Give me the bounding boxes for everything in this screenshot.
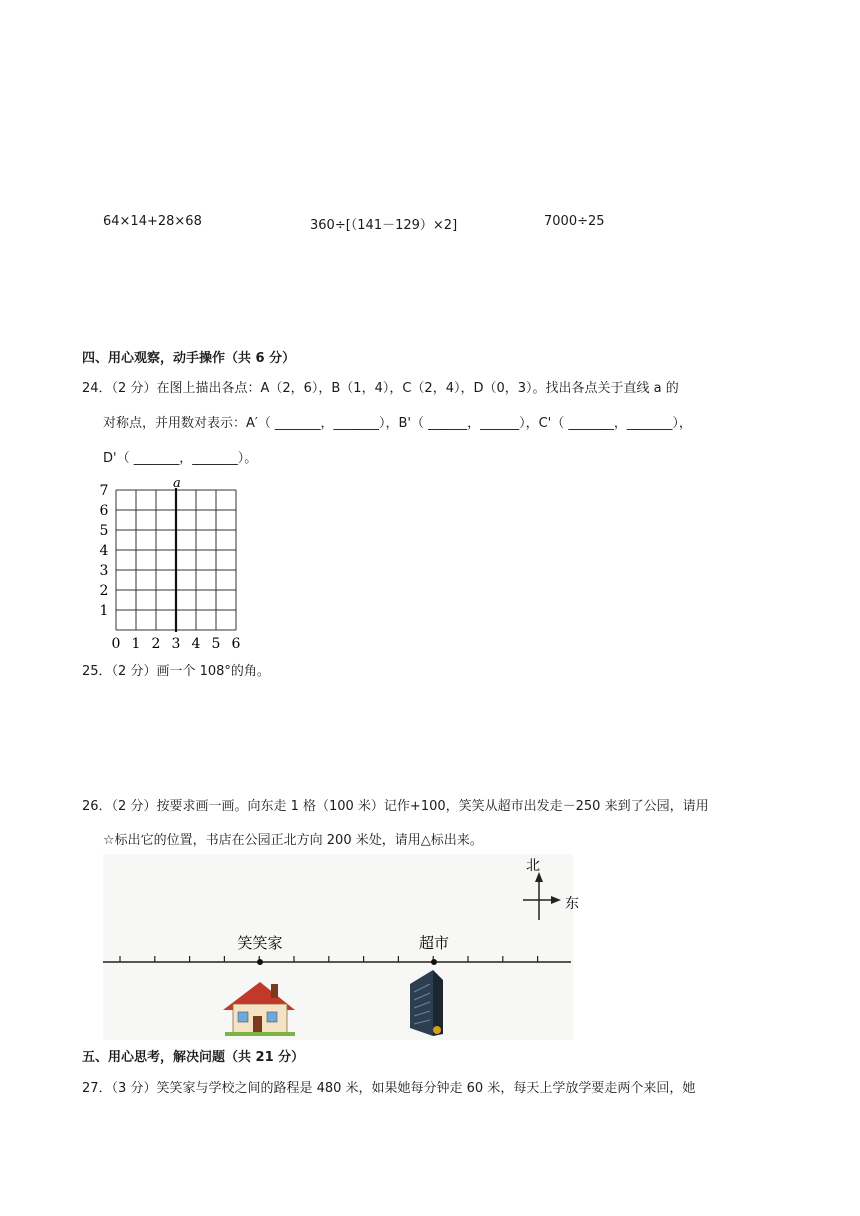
q25-text: 25．（2 分）画一个 108°的角。 bbox=[82, 664, 270, 679]
section-5-title: 五、用心思考，解决问题（共 21 分） bbox=[82, 1050, 305, 1065]
y-tick-label: 6 bbox=[99, 503, 109, 519]
y-tick-label: 3 bbox=[99, 563, 109, 579]
market-label: 超市 bbox=[418, 934, 450, 952]
q26-line1: 26．（2 分）按要求画一画。向东走 1 格（100 米）记作+100，笑笑从超市出发走－250 来到了公园，请用 bbox=[82, 799, 709, 814]
compass-north-label: 北 bbox=[526, 858, 540, 874]
x-tick-label: 4 bbox=[191, 636, 201, 652]
x-tick-label: 6 bbox=[231, 636, 241, 652]
map-figure bbox=[95, 852, 585, 1042]
section-4-title: 四、用心观察，动手操作（共 6 分） bbox=[82, 351, 296, 366]
expression-3: 7000÷25 bbox=[544, 214, 605, 229]
axis-label-a: a bbox=[173, 476, 181, 491]
expression-1: 64×14+28×68 bbox=[103, 214, 202, 229]
home-label: 笑笑家 bbox=[237, 934, 283, 952]
compass-east-label: 东 bbox=[565, 896, 579, 912]
x-tick-label: 0 bbox=[111, 636, 121, 652]
y-tick-label: 2 bbox=[99, 583, 109, 599]
market-point bbox=[431, 959, 437, 965]
q26-line2: ☆标出它的位置，书店在公园正北方向 200 米处，请用△标出来。 bbox=[103, 833, 483, 848]
q24-line3: D'（ _______，_______）。 bbox=[103, 451, 258, 466]
home-point bbox=[257, 959, 263, 965]
y-tick-labels bbox=[100, 483, 109, 619]
coordinate-grid bbox=[95, 474, 255, 654]
x-tick-label: 1 bbox=[131, 636, 141, 652]
y-tick-label: 1 bbox=[99, 603, 109, 619]
x-tick-labels bbox=[112, 636, 241, 652]
x-tick-label: 3 bbox=[171, 636, 181, 652]
x-tick-label: 5 bbox=[211, 636, 221, 652]
q24-line2: 对称点，并用数对表示：A′（ _______，_______），B'（ ______，______），C'（ _______，_______）， bbox=[103, 416, 692, 431]
q24-line1: 24．（2 分）在图上描出各点：A（2，6），B（1，4），C（2，4），D（0，3）。找出各点关于直线 a 的 bbox=[82, 381, 679, 396]
y-tick-label: 4 bbox=[99, 543, 109, 559]
q27-line1: 27．（3 分）笑笑家与学校之间的路程是 480 米，如果她每分钟走 60 米，每天上学放学要走两个来回，她 bbox=[82, 1081, 696, 1096]
y-tick-label: 5 bbox=[99, 523, 109, 539]
x-tick-label: 2 bbox=[151, 636, 161, 652]
expression-2: 360÷[（141－129）×2] bbox=[310, 218, 458, 233]
y-tick-label: 7 bbox=[99, 483, 109, 499]
map-background bbox=[103, 854, 573, 1040]
